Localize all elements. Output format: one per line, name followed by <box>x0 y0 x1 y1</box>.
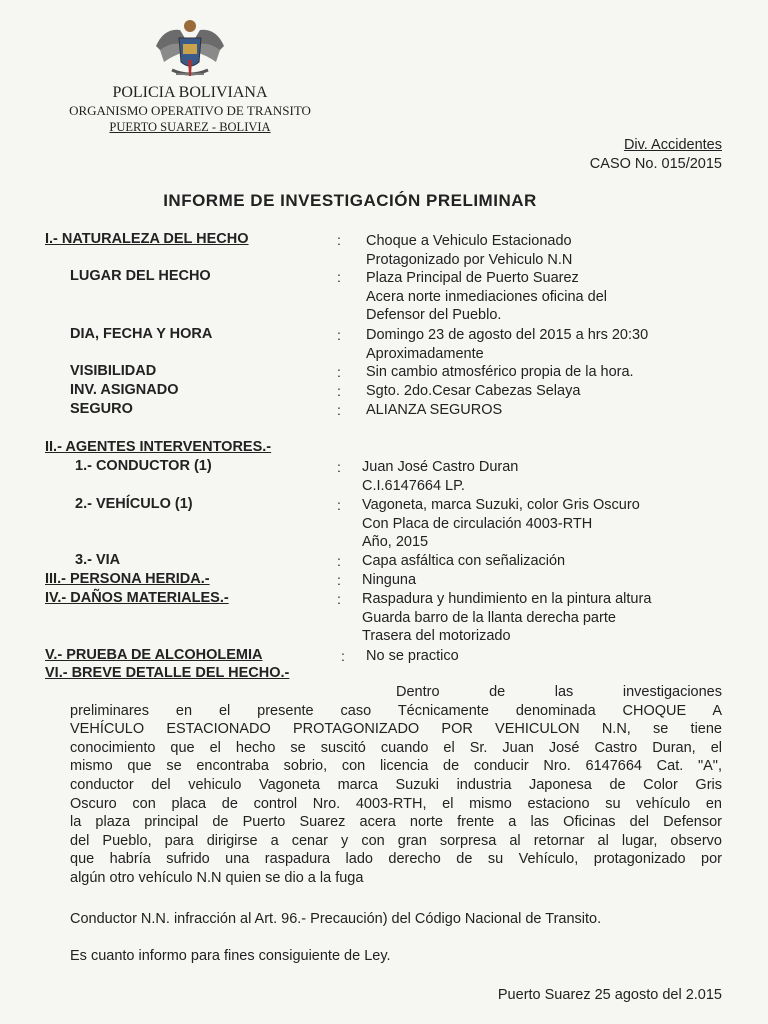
conductor-label: 1.- CONDUCTOR (1) <box>75 458 212 474</box>
colon: : <box>337 553 341 569</box>
colon: : <box>337 591 341 607</box>
narrative-line: Oscuro con placa de control Nro. 4003-RTH, el mismo estaciono su vehículo en <box>70 795 722 812</box>
visibilidad-label: VISIBILIDAD <box>70 363 157 379</box>
danos-value <box>362 590 651 646</box>
narrative-line: mismo que se encontraba sobrio, con licencia de conducir Nro. 6147664 Cat. "A", <box>70 758 722 775</box>
conductor-line: C.I.6147664 LP. <box>362 477 465 494</box>
org-subtitle: ORGANISMO OPERATIVO DE TRANSITO <box>69 103 311 118</box>
inv-asignado-value: Sgto. 2do.Cesar Cabezas Selaya <box>366 383 581 399</box>
fecha-value <box>366 326 648 363</box>
lugar-line: Plaza Principal de Puerto Suarez <box>366 270 579 286</box>
narrative-line: preliminares en el presente caso Técnicamente denominada CHOQUE A <box>70 702 722 719</box>
alcoholemia-value: No se practico <box>366 648 459 664</box>
fecha-line: Domingo 23 de agosto del 2015 a hrs 20:30 <box>366 327 649 343</box>
naturaleza-value <box>366 232 572 269</box>
conductor-line: Juan José Castro Duran <box>362 459 519 475</box>
narrative-line: VEHÍCULO ESTACIONADO PROTAGONIZADO POR VEHICULON N.N, se tiene <box>70 721 722 738</box>
narrative-line: del Pueblo, para dirigirse a cenar y con gran sorpresa al retornar al lugar, observo <box>70 832 722 849</box>
danos-line: Trasera del motorizado <box>362 628 511 644</box>
danos-line: Guarda barro de la llanta derecha parte <box>362 609 616 626</box>
vehiculo-value <box>362 496 640 552</box>
narrative-paragraph <box>70 683 722 888</box>
infraccion-line: Conductor N.N. infracción al Art. 96.- Precaución) del Código Nacional de Transito. <box>70 911 602 927</box>
narrative-line: conductor del vehiculo Vagoneta marca Suzuki industria Japonesa de Color Gris <box>70 776 722 793</box>
section-3-label: III.- PERSONA HERIDA.- <box>45 571 210 587</box>
seguro-label: SEGURO <box>70 401 133 417</box>
naturaleza-line: Choque a Vehiculo Estacionado <box>366 233 572 249</box>
section-4-label: IV.- DAÑOS MATERIALES.- <box>45 590 229 606</box>
vehiculo-line: Con Placa de circulación 4003-RTH <box>362 515 593 532</box>
narrative-line: conocimiento que el hecho se suscitó cuando el Sr. Juan José Castro Duran, el <box>70 739 722 756</box>
via-label: 3.- VIA <box>75 552 121 568</box>
case-number: CASO No. 015/2015 <box>589 156 722 172</box>
lugar-value <box>366 269 607 325</box>
colon: : <box>337 497 341 513</box>
colon: : <box>337 383 341 399</box>
seguro-value: ALIANZA SEGUROS <box>366 402 503 418</box>
vehiculo-line: Vagoneta, marca Suzuki, color Gris Oscuro <box>362 497 640 513</box>
colon: : <box>341 648 345 664</box>
police-seal-icon <box>150 16 230 84</box>
division-label: Div. Accidentes <box>623 137 722 153</box>
via-value: Capa asfáltica con señalización <box>362 553 566 569</box>
colon: : <box>337 232 341 248</box>
lugar-line: Acera norte inmediaciones oficina del <box>366 288 607 305</box>
naturaleza-line: Protagonizado por Vehiculo N.N <box>366 251 573 268</box>
narrative-line: la plaza principal de Puerto Suarez acera norte frente a las Oficinas del Defensor <box>70 814 722 831</box>
colon: : <box>337 327 341 343</box>
fecha-label: DIA, FECHA Y HORA <box>70 326 213 342</box>
document-title: INFORME DE INVESTIGACIÓN PRELIMINAR <box>163 191 537 210</box>
conductor-value <box>362 458 518 495</box>
colon: : <box>337 459 341 475</box>
fecha-line: Aproximadamente <box>366 345 484 362</box>
herida-value: Ninguna <box>362 572 417 588</box>
colon: : <box>337 269 341 285</box>
section-2-label: II.- AGENTES INTERVENTORES.- <box>45 439 272 455</box>
place-date: Puerto Suarez 25 agosto del 2.015 <box>497 987 722 1003</box>
vehiculo-label: 2.- VEHÍCULO (1) <box>75 496 193 512</box>
section-5-label: V.- PRUEBA DE ALCOHOLEMIA <box>45 647 263 663</box>
narrative-line: que habría sufrido una raspadura lado derecho de su Vehículo, protagonizado por <box>70 851 722 868</box>
danos-line: Raspadura y hundimiento en la pintura altura <box>362 591 652 607</box>
inv-asignado-label: INV. ASIGNADO <box>70 382 179 398</box>
vehiculo-line: Año, 2015 <box>362 534 429 550</box>
colon: : <box>337 402 341 418</box>
informo-line: Es cuanto informo para fines consiguiente de Ley. <box>70 948 391 964</box>
lugar-label: LUGAR DEL HECHO <box>70 268 211 284</box>
visibilidad-value: Sin cambio atmosférico propia de la hora. <box>366 364 634 380</box>
colon: : <box>337 364 341 380</box>
org-location: PUERTO SUAREZ - BOLIVIA <box>109 120 271 134</box>
section-1-label: I.- NATURALEZA DEL HECHO <box>45 231 249 247</box>
section-6-label: VI.- BREVE DETALLE DEL HECHO.- <box>45 665 290 681</box>
lugar-line: Defensor del Pueblo. <box>366 307 502 323</box>
colon: : <box>337 572 341 588</box>
narrative-line: Dentro de las investigaciones <box>396 684 722 700</box>
narrative-line: algún otro vehículo N.N quien se dio a la fuga <box>70 869 364 886</box>
org-name: POLICIA BOLIVIANA <box>112 84 268 101</box>
